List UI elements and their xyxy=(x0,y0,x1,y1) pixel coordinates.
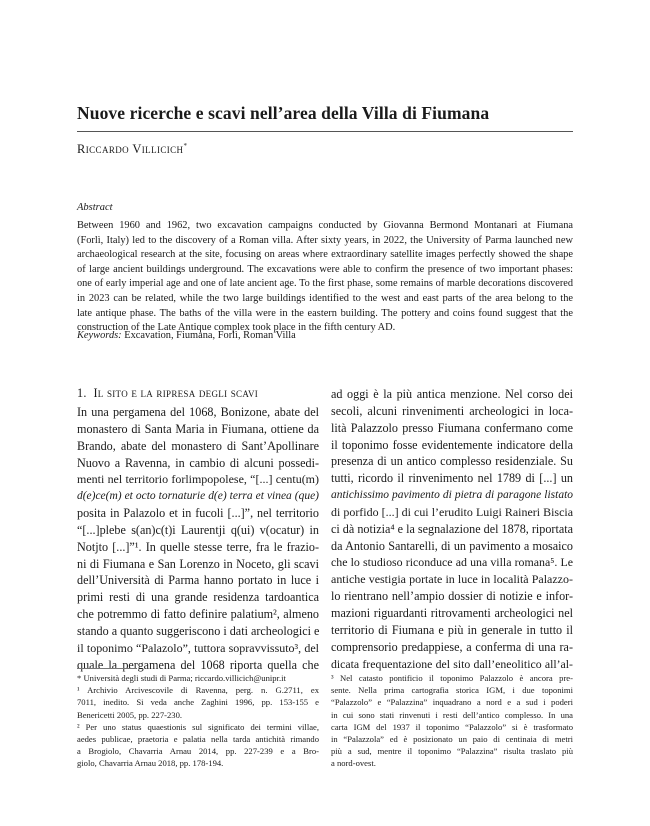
abstract-label: Abstract xyxy=(77,202,113,213)
footnote-line: in cui sono stati rinvenuti i resti dell’antico complesso. In una xyxy=(331,709,573,720)
body-line: secoli, alcuni rinvenimenti archeologici in loca- xyxy=(331,403,573,418)
body-line: il toponimo “Palazolo”, tuttora sopravvissuto³, del xyxy=(77,640,319,655)
body-column-left xyxy=(77,404,319,674)
body-line: quale la pergamena del 1068 riporta quella che xyxy=(77,657,319,672)
body-line: tutti, ricordo il rinvenimento nel 1789 di [...] un xyxy=(331,471,573,486)
abstract-line: late antique phase. The baths of the villa were in the eastern building. The pottery and coins found suggest that the xyxy=(77,307,573,319)
footnote-line: ¹ Archivio Arcivescovile di Ravenna, perg. n. G.2711, ex xyxy=(77,685,319,696)
footnote-line: ³ Nel catasto pontificio il toponimo Palazzolo è ancora pre- xyxy=(331,673,573,683)
footnote-line: carta IGM del 1937 il toponimo “Palazzolo” si è trasformato xyxy=(331,721,573,732)
abstract-line: archaeological research at the site, focusing on areas where extraordinary satellite images perfectly showed the shape xyxy=(77,249,573,261)
body-line: comprensorio predappiese, a conferma di una ra- xyxy=(331,639,573,654)
body-line: il toponimo fosse evidentemente indicatore della xyxy=(331,437,573,452)
body-line: da Antonio Santarelli, di un pavimento a mosaico xyxy=(331,538,573,553)
abstract-line: of large ancient buildings underground. The excavations were able to confirm the presence of two important phases: xyxy=(77,263,573,275)
body-line: dell’Università di Parma hanno portato in luce i xyxy=(77,573,319,588)
body-line: stando a quanto suggeriscono i dati archeologici e xyxy=(77,623,320,638)
footnote-line: in “Palazzola” ed è posizionato un paio di centinaia di metri xyxy=(331,734,573,745)
footnote-line: “Palazzolo” e “Palazzina” inquadrano a nord e a sud i poderi xyxy=(331,697,573,708)
body-line: Nuovo a Ravenna, in cambio di alcuni possedi- xyxy=(77,455,319,470)
abstract-line: one of early imperial age and one of late ancient age. To the first phase, some remains of marble decorations discovered xyxy=(77,278,573,290)
body-line: di porfido [...] di cui l’erudito Luigi Raineri Biscia xyxy=(331,504,573,519)
footnote-line: aedes publicae, praetoria e palatia nella tarda antichità rimando xyxy=(77,734,319,745)
article-title: Nuove ricerche e scavi nell’area della Villa di Fiumana xyxy=(77,103,490,123)
body-line: In una pergamena del 1068, Bonizone, abate del xyxy=(77,405,319,419)
abstract-text xyxy=(77,219,573,336)
footnote-rule xyxy=(77,668,137,669)
body-line: d(e)ce(m) et octo tornaturie d(e) terra et vinea (que) xyxy=(77,490,319,503)
body-line: lità Palazzolo presso Fiumana confermano come xyxy=(331,420,573,435)
footnotes-left xyxy=(77,672,319,770)
footnote-line: più a sud, mentre il toponimo “Palazzina” risulta traslato più xyxy=(331,746,573,757)
footnotes-right xyxy=(331,672,573,770)
section-title: Il sito e la ripresa degli scavi xyxy=(93,386,259,400)
footnote-line: ² Per uno status quaestionis sul significato dei termini villae, xyxy=(77,721,319,732)
body-line: lo rientrano nell’ampio dossier di notizie e infor- xyxy=(331,589,573,604)
body-line: presenza di un antico complesso residenziale. Su xyxy=(331,454,573,469)
body-line: ci dà notizia⁴ e la segnalazione del 1878, riportata xyxy=(331,521,573,536)
body-line: territorio di Fiumana e più in generale in tutto il xyxy=(331,622,573,637)
body-line: primi resti di una grande residenza tardoantica xyxy=(77,590,319,605)
body-line: menti nel territorio forlimpopolese, “[...] centu(m) xyxy=(77,472,319,487)
body-line: che lo studioso riconduce ad una villa romana⁵. Le xyxy=(331,555,573,570)
body-line: “[...]plebe s(an)c(t)i Laurentji q(ui) v(ocatur) in xyxy=(77,522,319,537)
body-line: posita in Palazolo et in fucoli [...]”, nel territorio xyxy=(77,506,319,521)
body-line: ad oggi è la più antica menzione. Nel corso dei xyxy=(331,387,573,401)
title-rule xyxy=(77,131,573,132)
keywords-label: Keywords: xyxy=(77,330,122,341)
footnote-line: Benericetti 2005, pp. 227-230. xyxy=(77,709,183,720)
footnote-line: giolo, Chavarria Arnau 2018, pp. 178-194. xyxy=(77,758,224,769)
body-line: Brando, abate del monastero di Sant’Apollinare xyxy=(77,438,319,453)
section-number: 1. xyxy=(77,386,87,400)
abstract-line: (Forlì, Italy) led to the discovery of a Roman villa. After sixty years, in 2022, the University of Parma launched new xyxy=(77,234,573,246)
author-name: Riccardo Villicich xyxy=(77,142,184,156)
footnote-line: 7011, inedito. Si veda anche Zaghini 1996, pp. 153-155 e xyxy=(77,697,319,708)
abstract-line: Between 1960 and 1962, two excavation campaigns conducted by Giovanna Bermond Montanari at Fiumana xyxy=(77,220,573,231)
footnote-line: a nord-ovest. xyxy=(331,758,376,769)
body-line: dicata frequentazione del sito dall’eneolitico all’al- xyxy=(331,656,573,671)
footnote-line: sente. Nella prima cartografia storica IGM, i due toponimi xyxy=(331,685,573,696)
keywords xyxy=(77,330,573,341)
author-mark: * xyxy=(183,141,188,150)
abstract-line: in 2023 can be related, while the two large buildings identified to the west and east parts of the area belong to the xyxy=(77,292,573,304)
body-line: mazioni riguardanti ritrovamenti archeologici nel xyxy=(331,605,573,620)
body-line: antichissimo pavimento di pietra di paragone listato xyxy=(331,489,573,502)
article-author xyxy=(77,142,187,157)
abstract-line: construction of the Late Antique complex took place in the fifth century AD. xyxy=(77,322,396,334)
body-line: che potremmo di fatto definire palatium², almeno xyxy=(77,607,319,622)
footnote-line: * Università degli studi di Parma; riccardo.villicich@unipr.it xyxy=(77,673,286,683)
body-line: ni di Fiumana e San Lorenzo in Noceto, gli scavi xyxy=(77,556,319,571)
body-line: Notjto [...]”¹. In quelle stesse terre, fra le frazio- xyxy=(77,539,319,554)
footnote-line: a Brogiolo, Chavarria Arnau 2014, pp. 227-239 e a Bro- xyxy=(77,746,319,757)
keywords-list: Excavation, Fiumana, Forlì, Roman Villa xyxy=(124,330,296,341)
body-line: antiche vestigia portate in luce in località Palazzo- xyxy=(331,572,573,587)
body-column-right xyxy=(331,386,573,672)
section-heading xyxy=(77,386,317,401)
body-line: monastero di Santa Maria in Fiumana, ottiene da xyxy=(77,421,319,436)
